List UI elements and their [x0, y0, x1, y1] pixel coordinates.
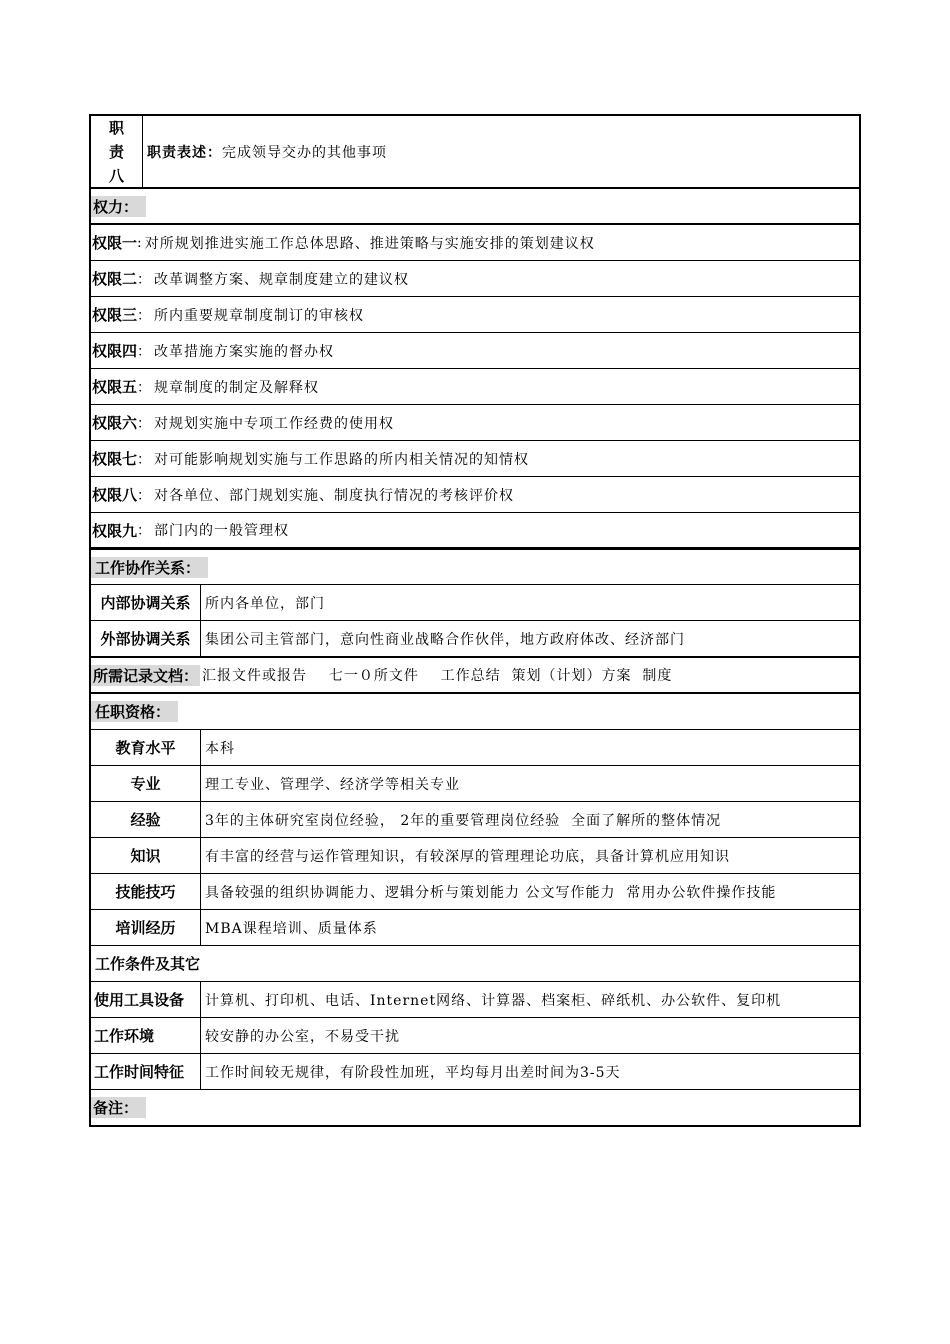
powers-heading: 权力：	[91, 196, 146, 217]
powers-heading-row	[89, 189, 861, 225]
duty-title: 职责表述：	[147, 144, 222, 161]
power-separator: ：	[137, 487, 153, 504]
power-separator: :	[137, 234, 143, 251]
qualification-row	[89, 730, 861, 766]
duty-description	[143, 116, 859, 187]
records-value: 汇报文件或报告 七一０所文件 工作总结 策划（计划）方案 制度	[202, 668, 673, 684]
power-text: 改革调整方案、规章制度建立的建议权	[154, 271, 410, 288]
duty-label-char: 职	[108, 118, 124, 137]
duty-label-char: 责	[108, 142, 124, 161]
qualification-label: 技能技巧	[91, 874, 201, 909]
power-row	[89, 297, 861, 333]
power-row	[89, 369, 861, 405]
power-separator: ：	[137, 343, 153, 360]
power-label: 权限五	[92, 378, 138, 396]
qualification-value: 本科	[205, 740, 235, 757]
power-label: 权限六	[92, 414, 138, 432]
duty-row	[89, 114, 861, 189]
power-text: 对所规划推进实施工作总体思路、推进策略与实施安排的策划建议权	[144, 235, 595, 252]
qualification-label: 教育水平	[91, 730, 201, 765]
power-separator: ：	[137, 379, 153, 396]
power-text: 对各单位、部门规划实施、制度执行情况的考核评价权	[154, 487, 515, 504]
external-relation-value: 集团公司主管部门，意向性商业战略合作伙伴，地方政府体改、经济部门	[205, 631, 685, 648]
records-label: 所需记录文档：	[93, 666, 199, 685]
qualification-row	[89, 910, 861, 946]
records-row	[89, 658, 861, 694]
qualification-value: 有丰富的经营与运作管理知识，有较深厚的管理理论功底，具备计算机应用知识	[205, 848, 730, 865]
power-label: 权限一	[92, 234, 138, 252]
power-text: 对可能影响规划实施与工作思路的所内相关情况的知情权	[154, 451, 530, 468]
power-row	[89, 405, 861, 441]
power-separator: ：	[137, 451, 153, 468]
duty-number-label	[91, 116, 143, 187]
condition-list	[89, 982, 861, 1090]
power-separator: ：	[137, 523, 153, 539]
power-row	[89, 477, 861, 513]
qualification-value: 3年的主体研究室岗位经验， 2年的重要管理岗位经验 全面了解所的整体情况	[205, 812, 722, 829]
power-list	[89, 225, 861, 549]
qualification-row	[89, 802, 861, 838]
external-relation-row	[89, 621, 861, 658]
duty-label-char: 八	[108, 166, 124, 185]
internal-relation-row	[89, 585, 861, 621]
qualification-value: MBA课程培训、质量体系	[205, 920, 378, 937]
power-row	[89, 441, 861, 477]
condition-label: 工作环境	[91, 1018, 201, 1053]
power-label: 权限七	[92, 450, 138, 468]
power-text: 改革措施方案实施的督办权	[154, 343, 335, 360]
condition-row	[89, 982, 861, 1018]
power-label: 权限四	[92, 342, 138, 360]
power-text: 所内重要规章制度制订的审核权	[154, 307, 365, 324]
conditions-heading-row	[89, 946, 861, 982]
qualification-value: 理工专业、管理学、经济学等相关专业	[205, 776, 460, 793]
power-text: 部门内的一般管理权	[154, 523, 290, 539]
condition-value: 较安静的办公室，不易受干扰	[205, 1028, 400, 1045]
qualification-label: 知识	[91, 838, 201, 873]
qualifications-heading-row	[89, 694, 861, 730]
power-text: 规章制度的制定及解释权	[154, 379, 320, 396]
conditions-heading: 工作条件及其它	[95, 955, 201, 973]
qualification-value: 具备较强的组织协调能力、逻辑分析与策划能力 公文写作能力 常用办公软件操作技能	[205, 884, 777, 901]
power-text: 对规划实施中专项工作经费的使用权	[154, 415, 395, 432]
qualification-row	[89, 838, 861, 874]
qualifications-heading: 任职资格：	[91, 701, 178, 722]
power-row	[89, 225, 861, 261]
job-description-table	[89, 114, 861, 1127]
relations-heading-row	[89, 549, 861, 585]
external-relation-label: 外部协调关系	[91, 621, 201, 656]
power-separator: ：	[137, 415, 153, 432]
power-label: 权限九	[92, 521, 138, 540]
relations-heading: 工作协作关系：	[91, 557, 208, 578]
power-label: 权限八	[92, 486, 138, 504]
qualification-row	[89, 766, 861, 802]
power-row	[89, 261, 861, 297]
power-separator: ：	[137, 271, 153, 288]
power-row	[89, 513, 861, 549]
condition-row	[89, 1054, 861, 1090]
internal-relation-value: 所内各单位，部门	[205, 595, 325, 612]
power-label: 权限三	[92, 306, 138, 324]
condition-value: 工作时间较无规律，有阶段性加班，平均每月出差时间为3-5天	[205, 1064, 621, 1081]
qualification-label: 专业	[91, 766, 201, 801]
condition-row	[89, 1018, 861, 1054]
notes-row	[89, 1090, 861, 1127]
qualification-label: 经验	[91, 802, 201, 837]
power-label: 权限二	[92, 270, 138, 288]
condition-value: 计算机、打印机、电话、Internet网络、计算器、档案柜、碎纸机、办公软件、复印机	[205, 992, 782, 1009]
qualification-list	[89, 730, 861, 946]
power-row	[89, 333, 861, 369]
notes-heading: 备注：	[91, 1097, 146, 1118]
qualification-label: 培训经历	[91, 910, 201, 945]
condition-label: 使用工具设备	[91, 982, 201, 1017]
duty-text: 完成领导交办的其他事项	[222, 144, 387, 161]
power-separator: ：	[137, 307, 153, 324]
condition-label: 工作时间特征	[91, 1054, 201, 1089]
qualification-row	[89, 874, 861, 910]
internal-relation-label: 内部协调关系	[91, 585, 201, 620]
